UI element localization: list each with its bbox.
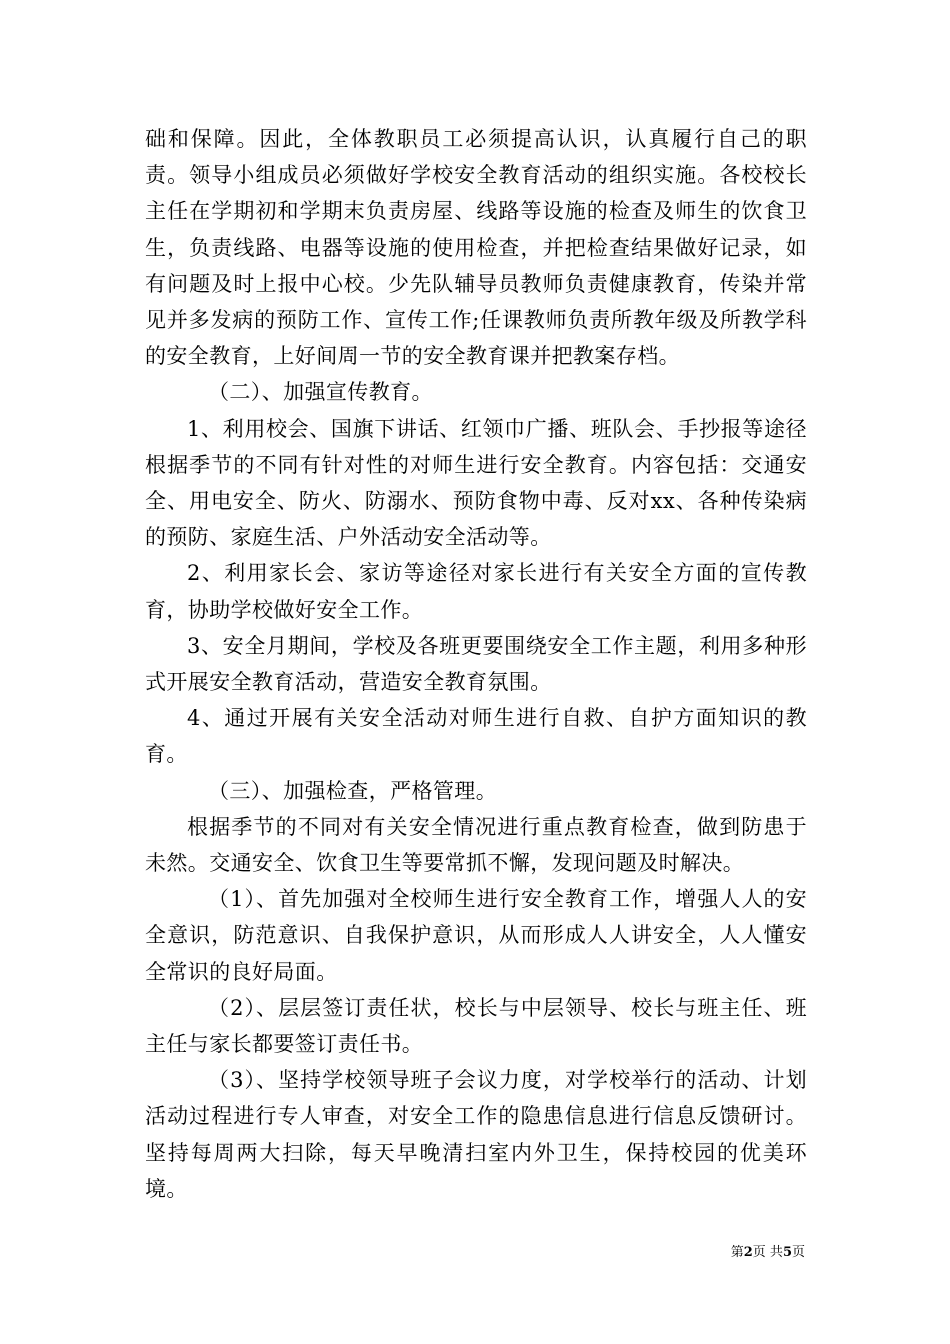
paragraph-subitem-2: （2）、层层签订责任状，校长与中层领导、校长与班主任、班主任与家长都要签订责任书。 — [145, 995, 807, 1057]
paragraph-item-2: 2、利用家长会、家访等途径对家长进行有关安全方面的宣传教育，协助学校做好安全工作。 — [145, 561, 807, 622]
footer-prefix: 第 — [730, 1245, 744, 1260]
heading-publicity-education: （二）、加强宣传教育。 — [208, 380, 433, 405]
document-body — [145, 121, 807, 1207]
footer-middle: 页 共 — [752, 1245, 783, 1260]
paragraph-responsibilities: 础和保障。因此，全体教职员工必须提高认识，认真履行自己的职责。领导小组成员必须做好学校安全教育活动的组织实施。各校校长主任在学期初和学期末负责房屋、线路等设施的检查及师生的饮食卫生，负责线路、电器等设施的使用检查，并把检查结果做好记录，如有问题及时上报中心校。少先队辅导员教师负责健康教育，传染并常见并多发病的预防工作、宣传工作;任课教师负责所教年级及所教学科的安全教育，上好间周一节的安全教育课并把教案存档。 — [145, 127, 807, 369]
footer-total-pages: 5 — [782, 1245, 792, 1260]
heading-inspection-management: （三）、加强检查，严格管理。 — [208, 778, 498, 803]
paragraph-item-4: 4、通过开展有关安全活动对师生进行自救、自护方面知识的教育。 — [145, 706, 807, 767]
paragraph-subitem-1: （1）、首先加强对全校师生进行安全教育工作，增强人人的安全意识，防范意识、自我保护意识，从而形成人人讲安全，人人懂安全常识的良好局面。 — [145, 887, 807, 984]
paragraph-seasonal-inspection: 根据季节的不同对有关安全情况进行重点教育检查，做到防患于未然。交通安全、饮食卫生等要常抓不懈，发现问题及时解决。 — [145, 814, 807, 876]
paragraph-item-1: 1、利用校会、国旗下讲话、红领巾广播、班队会、手抄报等途径根据季节的不同有针对性的对师生进行安全教育。内容包括：交通安全、用电安全、防火、防溺水、预防食物中毒、反对xx、各种传染病的预防、家庭生活、户外活动安全活动等。 — [145, 416, 807, 550]
page-number-footer — [731, 1245, 805, 1261]
footer-suffix: 页 — [791, 1245, 805, 1260]
paragraph-subitem-3: （3）、坚持学校领导班子会议力度，对学校举行的活动、计划活动过程进行专人审查，对安全工作的隐患信息进行信息反馈研讨。坚持每周两大扫除，每天早晚清扫室内外卫生，保持校园的优美环境。 — [145, 1068, 807, 1201]
paragraph-item-3: 3、安全月期间，学校及各班更要围绕安全工作主题，利用多种形式开展安全教育活动，营造安全教育氛围。 — [145, 633, 807, 695]
footer-current-page: 2 — [743, 1245, 753, 1260]
